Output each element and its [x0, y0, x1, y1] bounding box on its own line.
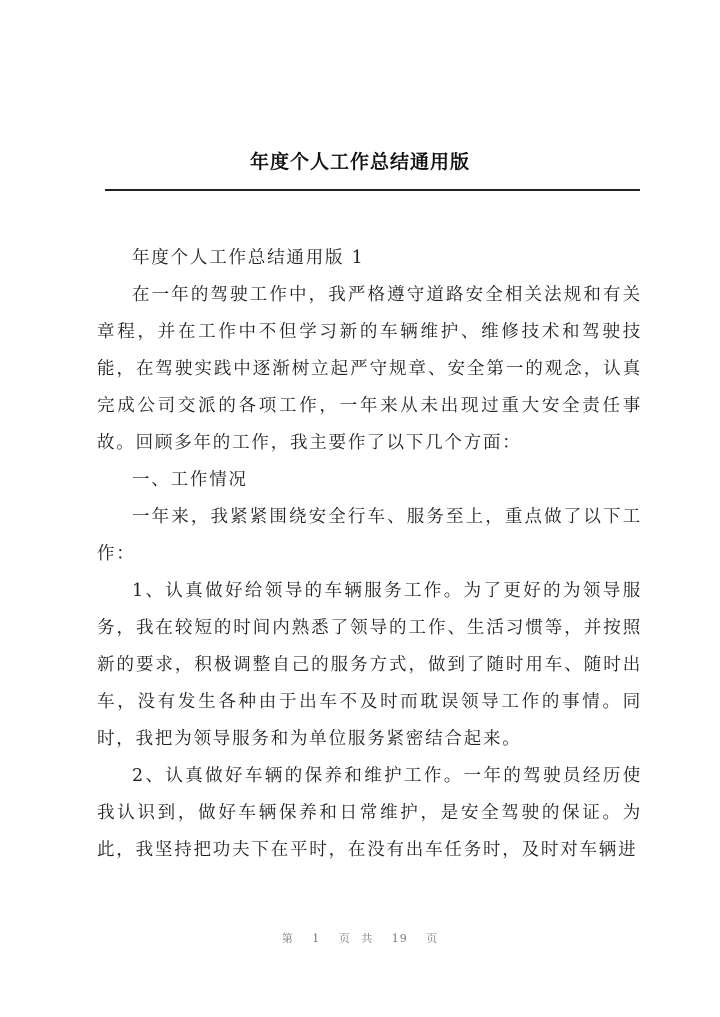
paragraph: 在一年的驾驶工作中，我严格遵守道路安全相关法规和有关章程，并在工作中不但学习新的车辆维护、维修技术和驾驶技能，在驾驶实践中逐渐树立起严守规章、安全第一的观念，认真完成公司交派的各项工作，一年来从未出现过重大安全责任事故。回顾多年的工作，我主要作了以下几个方面：: [97, 285, 642, 453]
document-title: 年度个人工作总结通用版: [249, 151, 470, 173]
title-divider: [105, 189, 640, 191]
footer-total-pages: 19: [391, 932, 408, 945]
page-footer: [0, 930, 720, 946]
footer-suffix: 页: [426, 932, 439, 945]
footer-page-number: 1: [312, 932, 321, 945]
paragraph: 一年来，我紧紧围绕安全行车、服务至上，重点做了以下工作：: [97, 507, 642, 564]
section-heading: 一、工作情况: [132, 470, 248, 490]
paragraph: 1、认真做好给领导的车辆服务工作。为了更好的为领导服务，我在较短的时间内熟悉了领导的工作、生活习惯等，并按照新的要求，积极调整自己的服务方式，做到了随时用车、随时出车，没有发生各种由于出车不及时而耽误领导工作的事情。同时，我把为领导服务和为单位服务紧密结合起来。: [97, 581, 642, 749]
footer-prefix: 第: [281, 932, 294, 945]
document-body: [97, 240, 642, 869]
paragraph: 2、认真做好车辆的保养和维护工作。一年的驾驶员经历使我认识到，做好车辆保养和日常维护，是安全驾驶的保证。为此，我坚持把功夫下在平时，在没有出车任务时，及时对车辆进: [97, 766, 642, 860]
footer-middle: 页 共: [338, 932, 374, 945]
paragraph-heading: 年度个人工作总结通用版 1: [132, 248, 365, 268]
